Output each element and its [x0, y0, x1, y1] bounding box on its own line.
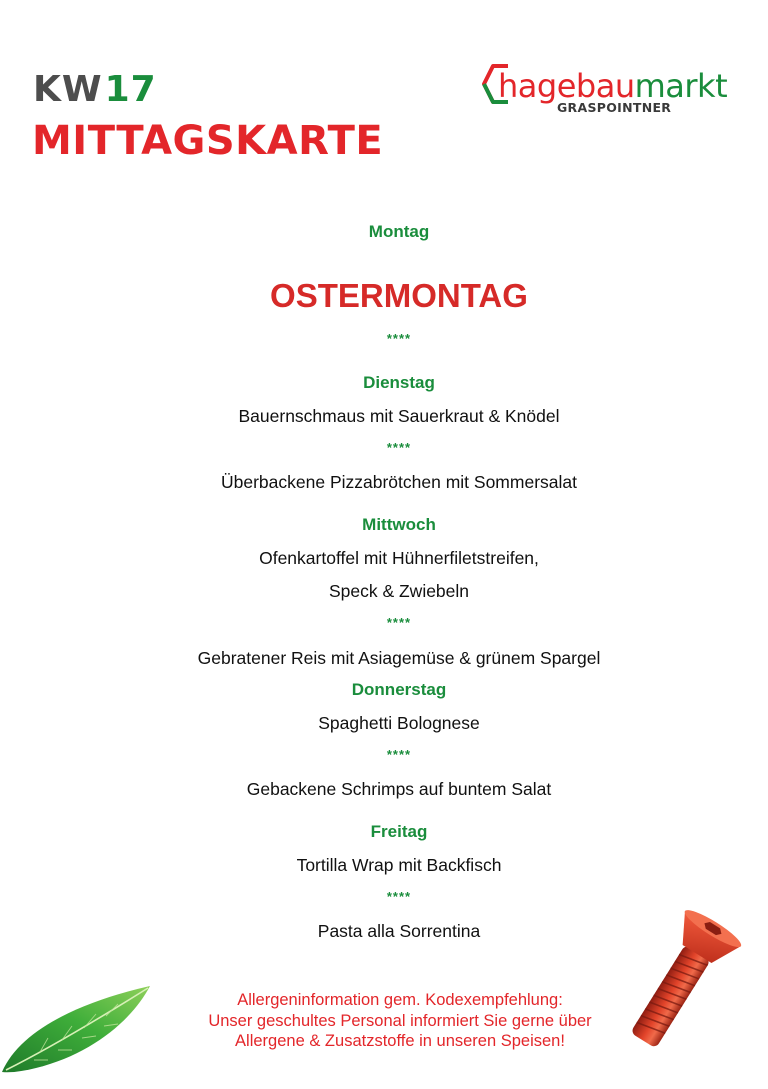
- week-label: [33, 70, 157, 110]
- dish-tuesday-2: Überbackene Pizzabrötchen mit Sommersalat: [221, 472, 577, 492]
- dish-wednesday-1-line1: Ofenkartoffel mit Hühnerfiletstreifen,: [259, 548, 539, 568]
- dish-thursday-1: Spaghetti Bolognese: [318, 713, 480, 733]
- separator: ****: [386, 615, 412, 630]
- dish-wednesday-1-line2: Speck & Zwiebeln: [328, 581, 470, 601]
- logo-wordmark: [498, 68, 727, 104]
- separator: ****: [386, 440, 412, 455]
- separator: ****: [386, 747, 412, 762]
- holiday-title: OSTERMONTAG: [270, 277, 528, 314]
- leaf-icon: [0, 980, 160, 1080]
- dish-thursday-2: Gebackene Schrimps auf buntem Salat: [246, 779, 552, 799]
- day-heading-thursday: Donnerstag: [351, 680, 447, 699]
- allergen-information: [150, 990, 650, 1052]
- logo-subtitle: GRASPOINTNER: [557, 100, 672, 115]
- kw-label: KW: [33, 69, 103, 110]
- screw-icon: [612, 910, 752, 1050]
- allergen-line-3: Allergene & Zusatzstoffe in unseren Speisen!: [235, 1032, 565, 1050]
- kw-number: 17: [104, 69, 157, 110]
- dish-wednesday-2: Gebratener Reis mit Asiagemüse & grünem Spargel: [197, 648, 601, 668]
- day-heading-wednesday: Mittwoch: [362, 515, 436, 534]
- logo-word-markt: markt: [634, 67, 728, 105]
- day-heading-monday: Montag: [368, 222, 430, 241]
- dish-friday-2: Pasta alla Sorrentina: [317, 921, 481, 941]
- separator: ****: [386, 331, 412, 346]
- dish-friday-1: Tortilla Wrap mit Backfisch: [296, 855, 502, 875]
- allergen-line-2: Unser geschultes Personal informiert Sie gerne über: [208, 1011, 592, 1030]
- page-title: MITTAGSKARTE: [32, 118, 384, 164]
- logo-word-hagebau: hagebau: [498, 67, 635, 105]
- allergen-line-1: Allergeninformation gem. Kodexempfehlung:: [237, 991, 563, 1009]
- day-heading-friday: Freitag: [370, 822, 428, 841]
- dish-tuesday-1: Bauernschmaus mit Sauerkraut & Knödel: [238, 406, 560, 426]
- hagebaumarkt-logo: [482, 62, 744, 118]
- separator: ****: [386, 889, 412, 904]
- day-heading-tuesday: Dienstag: [363, 373, 435, 392]
